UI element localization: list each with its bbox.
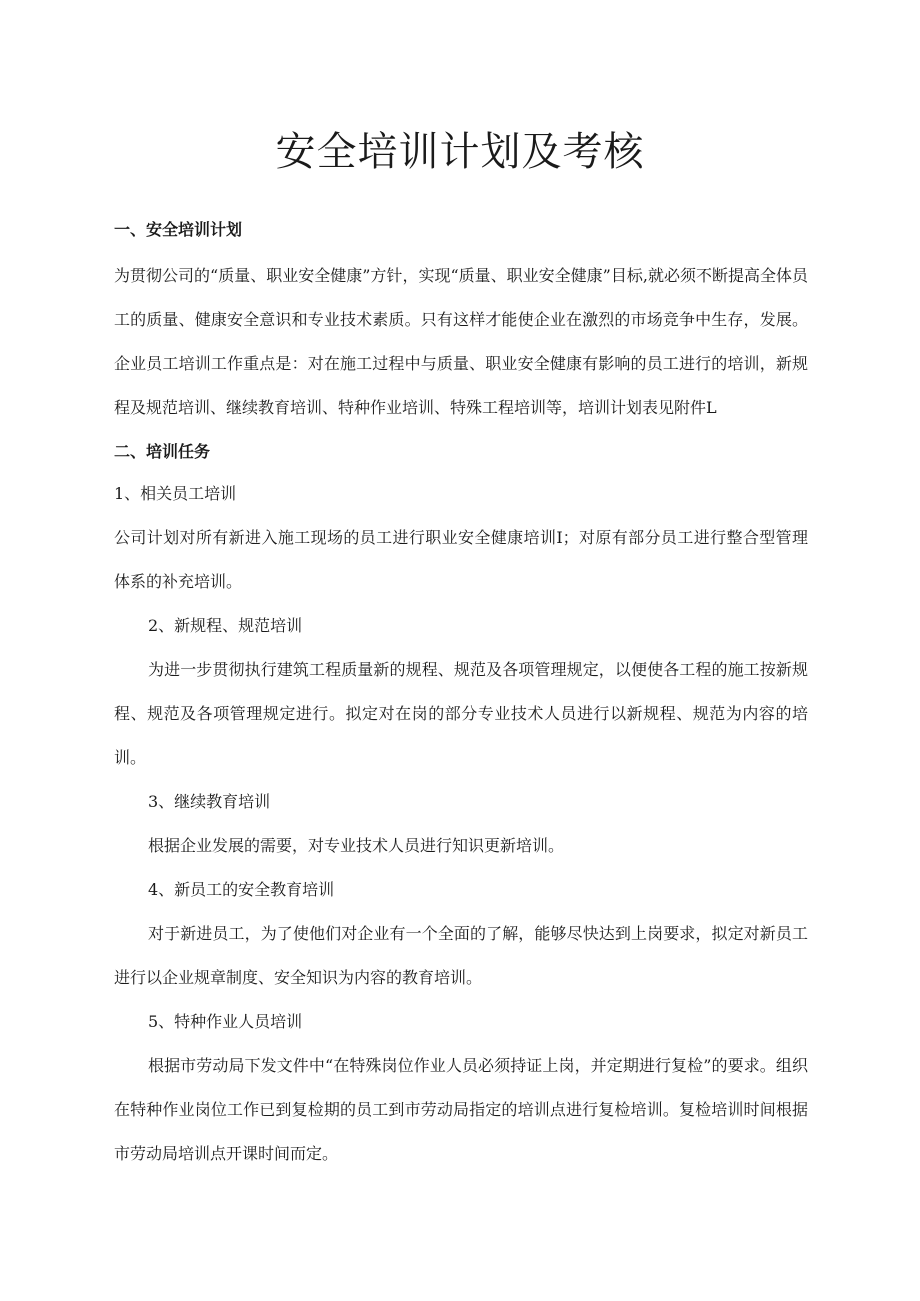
training-plan-paragraph: 为贯彻公司的“质量、职业安全健康”方针，实现“质量、职业安全健康”目标,就必须不断提高全体员工的质量、健康安全意识和专业技术素质。只有这样才能使企业在激烈的市场竞争中生存，发展。企业员工培训工作重点是：对在施工过程中与质量、职业安全健康有影响的员工进行的培训，新规程及规范培训、继续教育培训、特种作业培训、特殊工程培训等，培训计划表见附件L: [114, 266, 808, 417]
task-1-title: 1、相关员工培训: [114, 484, 237, 503]
task-4-title: 4、新员工的安全教育培训: [148, 880, 335, 899]
task-3-text: 根据企业发展的需要，对专业技术人员进行知识更新培训。: [148, 836, 565, 855]
task-5-title: 5、特种作业人员培训: [148, 1012, 303, 1031]
task-5-text: 根据市劳动局下发文件中“在特殊岗位作业人员必须持证上岗，并定期进行复检”的要求。组织在特种作业岗位工作已到复检期的员工到市劳动局指定的培训点进行复检培训。复检培训时间根据市劳动局培训点开课时间而定。: [114, 1056, 808, 1163]
task-2-title: 2、新规程、规范培训: [148, 616, 303, 635]
document-body: [114, 210, 808, 1176]
section-heading-training-plan: 一、安全培训计划: [114, 220, 243, 239]
task-2-text: 为进一步贯彻执行建筑工程质量新的规程、规范及各项管理规定，以便使各工程的施工按新规程、规范及各项管理规定进行。拟定对在岗的部分专业技术人员进行以新规程、规范为内容的培训。: [114, 660, 808, 767]
task-1-text: 公司计划对所有新进入施工现场的员工进行职业安全健康培训I；对原有部分员工进行整合型管理体系的补充培训。: [114, 528, 808, 591]
task-4-text: 对于新进员工，为了使他们对企业有一个全面的了解，能够尽快达到上岗要求，拟定对新员工进行以企业规章制度、安全知识为内容的教育培训。: [114, 924, 808, 987]
task-3-title: 3、继续教育培训: [148, 792, 271, 811]
section-heading-training-tasks: 二、培训任务: [114, 442, 211, 461]
document-title: 安全培训计划及考核: [275, 129, 645, 175]
